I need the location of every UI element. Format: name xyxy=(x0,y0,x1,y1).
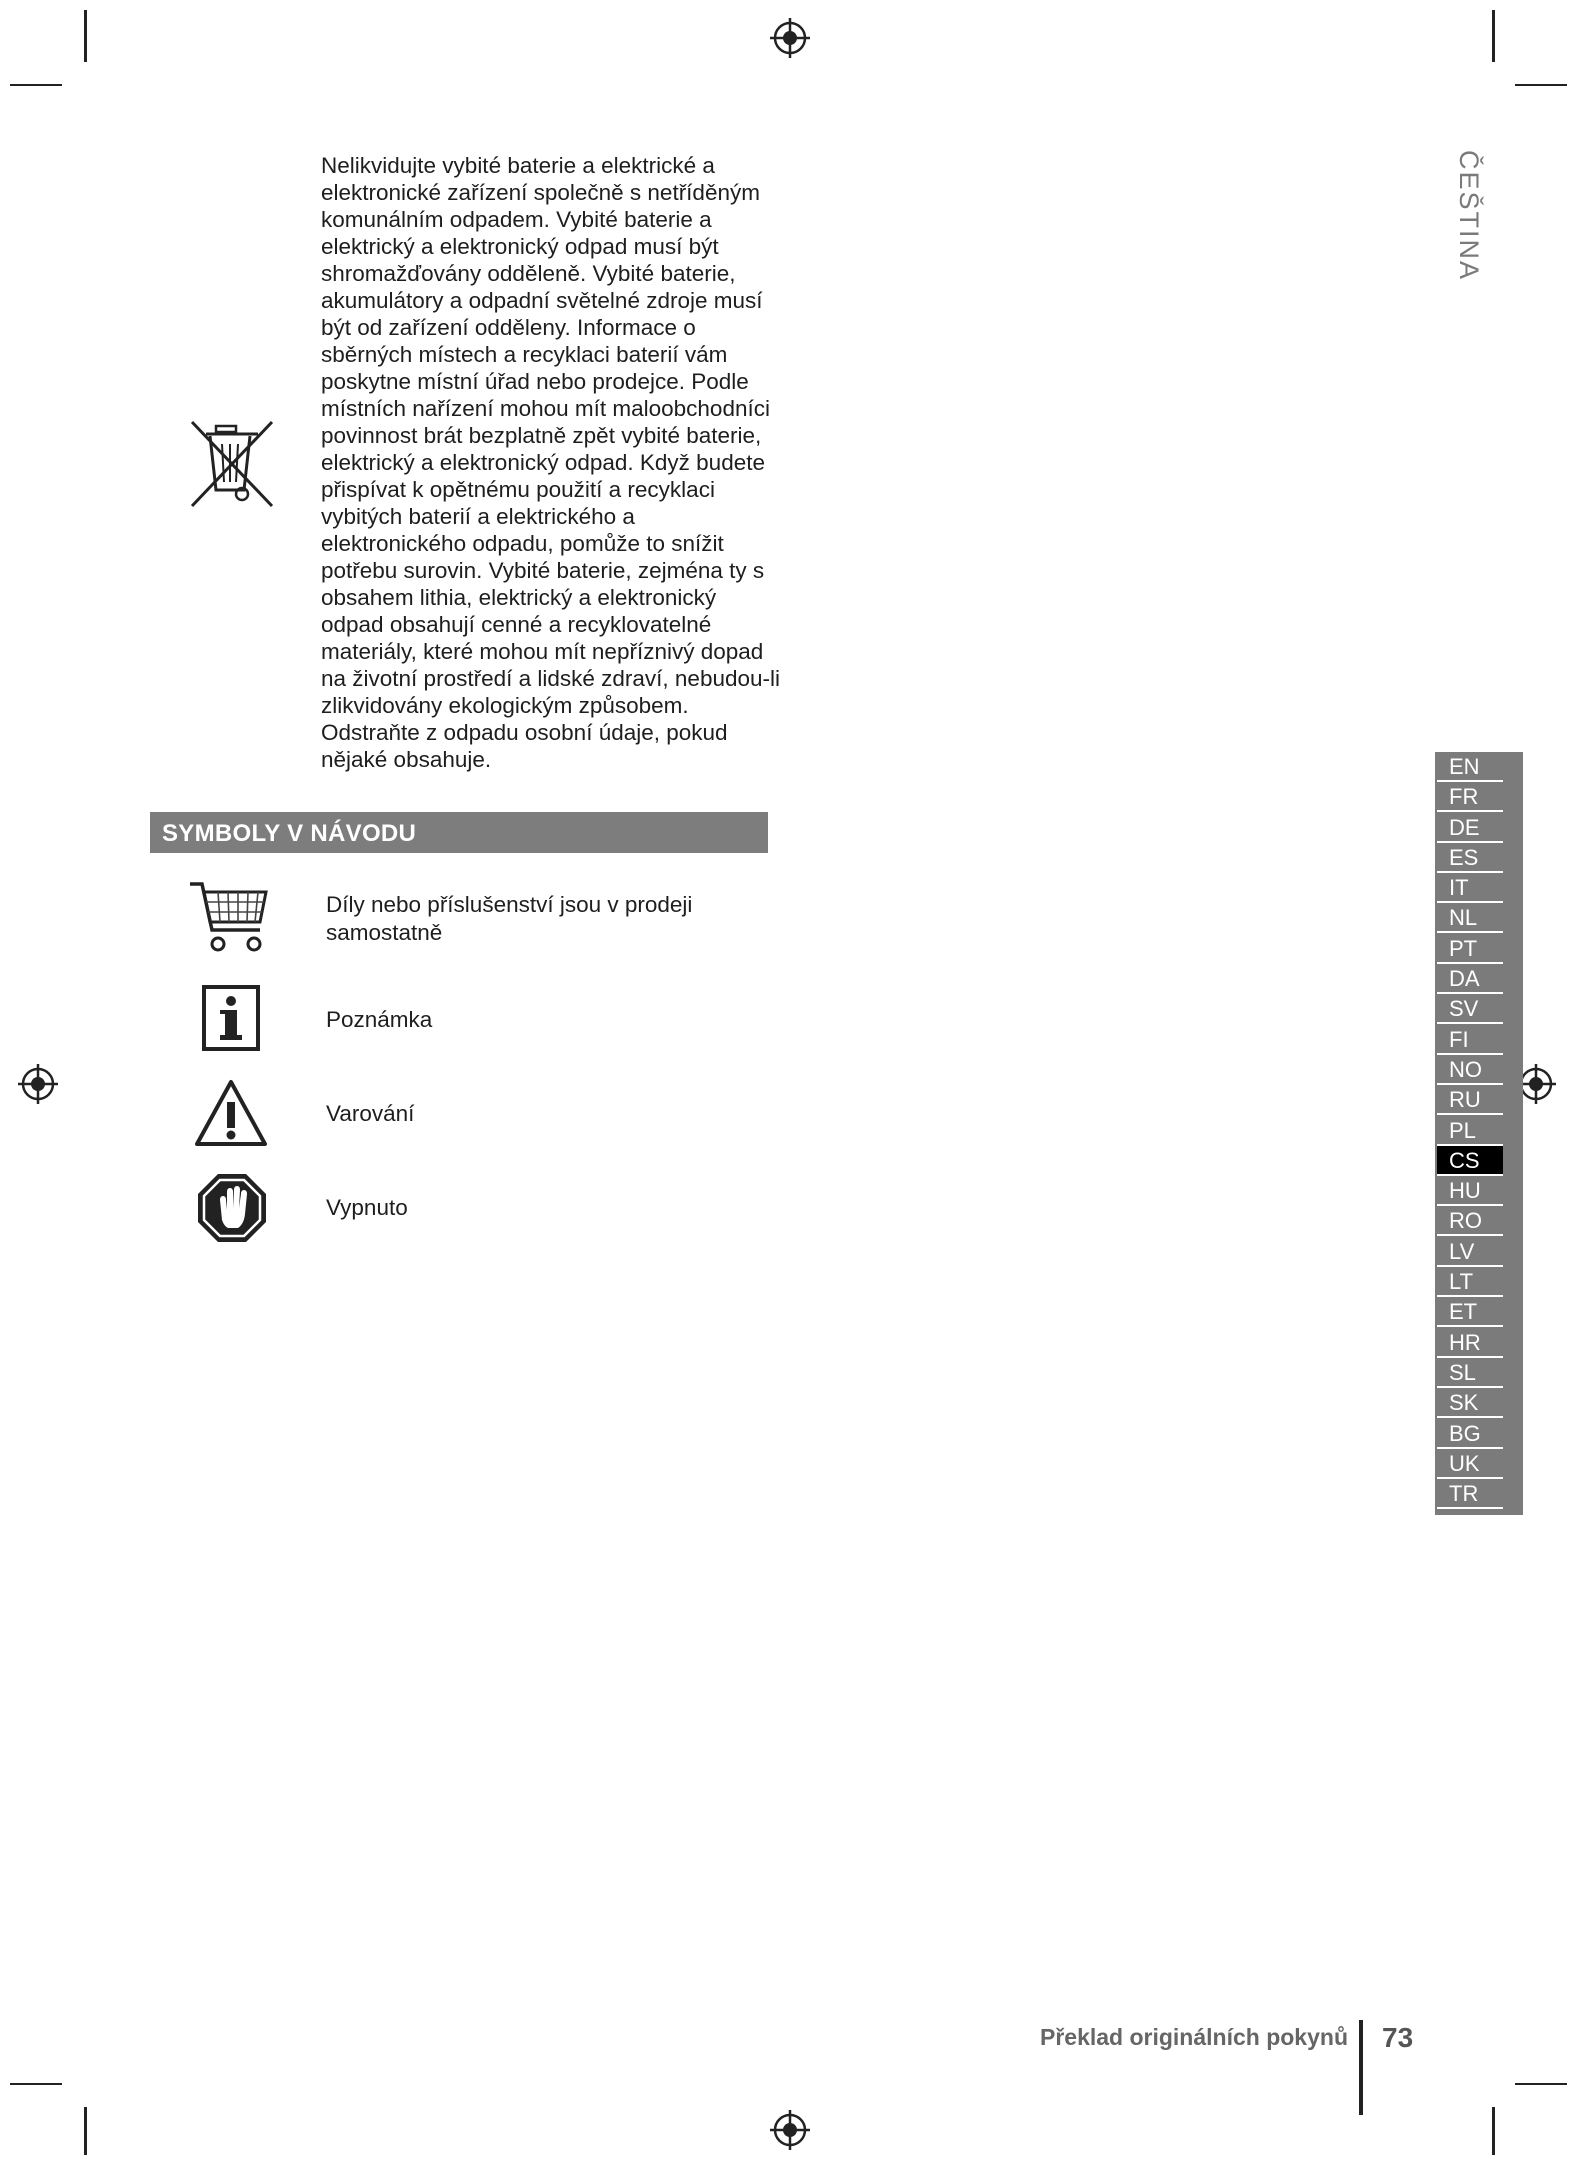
registration-mark-icon xyxy=(16,1062,60,1106)
crop-mark xyxy=(1515,2083,1567,2085)
language-item-lv: LV xyxy=(1437,1237,1503,1267)
crop-mark xyxy=(1515,84,1567,86)
language-item-cs: CS xyxy=(1437,1146,1503,1176)
symbol-row-warning xyxy=(150,1078,770,1150)
symbol-row-accessories xyxy=(150,876,770,962)
language-title: ČEŠTINA xyxy=(1454,150,1484,282)
disposal-paragraph: Nelikvidujte vybité baterie a elektrické a elektronické zařízení společně s netříděným komunálním odpadem. Vybité baterie a elektrický a elektronický odpad musí být shromažďovány odděleně. Vybité baterie, akumulátory a odpadní světelné zdroje musí být od zařízení odděleny. Informace o sběrných místech a recyklaci baterií vám poskytne místní úřad nebo prodejce. Podle místních nařízení mohou mít maloobchodníci povinnost brát bezplatně zpět vybité baterie, elektrický a elektronický odpad. Když budete přispívat k opětnému použití a recyklaci vybitých baterií a elektrického a elektronického odpadu, pomůže to snížit potřebu surovin. Vybité baterie, zejména ty s obsahem lithia, elektrický a elektronický odpad obsahují cenné a recyklovatelné materiály, které mohou mít nepříznivý dopad na životní prostředí a lidské zdraví, nebudou-li zlikvidovány ekologickým způsobem. Odstraňte z odpadu osobní údaje, pokud nějaké obsahuje. xyxy=(321,153,780,772)
info-icon xyxy=(202,985,260,1051)
language-item-es: ES xyxy=(1437,843,1503,873)
language-item-no: NO xyxy=(1437,1055,1503,1085)
footer-divider xyxy=(1359,2020,1363,2115)
language-item-tr: TR xyxy=(1437,1479,1503,1509)
symbol-label: Vypnuto xyxy=(326,1195,408,1220)
crop-mark xyxy=(1492,2107,1495,2155)
language-item-da: DA xyxy=(1437,964,1503,994)
language-item-hr: HR xyxy=(1437,1328,1503,1358)
page-number: 73 xyxy=(1382,2022,1414,2053)
crop-mark xyxy=(84,2107,87,2155)
crossed-out-wheelie-bin-icon xyxy=(188,418,276,510)
crop-mark xyxy=(1492,10,1495,62)
language-index xyxy=(1435,752,1523,1515)
language-item-pt: PT xyxy=(1437,934,1503,964)
language-item-lt: LT xyxy=(1437,1267,1503,1297)
language-item-sl: SL xyxy=(1437,1358,1503,1388)
language-item-et: ET xyxy=(1437,1297,1503,1327)
language-item-fr: FR xyxy=(1437,782,1503,812)
registration-mark-icon xyxy=(768,16,812,60)
language-item-pl: PL xyxy=(1437,1116,1503,1146)
shopping-cart-icon xyxy=(188,878,270,958)
symbol-label: Varování xyxy=(326,1101,415,1126)
footer-text: Překlad originálních pokynů xyxy=(1039,2024,1348,2050)
language-item-de: DE xyxy=(1437,813,1503,843)
language-item-ro: RO xyxy=(1437,1206,1503,1236)
language-item-ru: RU xyxy=(1437,1085,1503,1115)
crop-mark xyxy=(10,84,62,86)
language-item-sk: SK xyxy=(1437,1388,1503,1418)
registration-mark-icon xyxy=(768,2108,812,2152)
symbol-label: Poznámka xyxy=(326,1007,433,1032)
language-item-uk: UK xyxy=(1437,1449,1503,1479)
symbol-label: Díly nebo příslušenství jsou v prodeji samostatně xyxy=(326,892,693,945)
language-item-en: EN xyxy=(1437,752,1503,782)
language-item-fi: FI xyxy=(1437,1025,1503,1055)
language-item-bg: BG xyxy=(1437,1419,1503,1449)
crop-mark xyxy=(10,2083,62,2085)
section-heading: SYMBOLY V NÁVODU xyxy=(150,812,768,853)
warning-icon xyxy=(194,1078,268,1148)
language-item-nl: NL xyxy=(1437,903,1503,933)
stop-hand-icon xyxy=(196,1172,268,1244)
symbol-row-off xyxy=(150,1170,770,1248)
language-item-sv: SV xyxy=(1437,994,1503,1024)
language-item-hu: HU xyxy=(1437,1176,1503,1206)
symbol-row-note xyxy=(150,982,770,1056)
crop-mark xyxy=(84,10,87,62)
language-item-it: IT xyxy=(1437,873,1503,903)
